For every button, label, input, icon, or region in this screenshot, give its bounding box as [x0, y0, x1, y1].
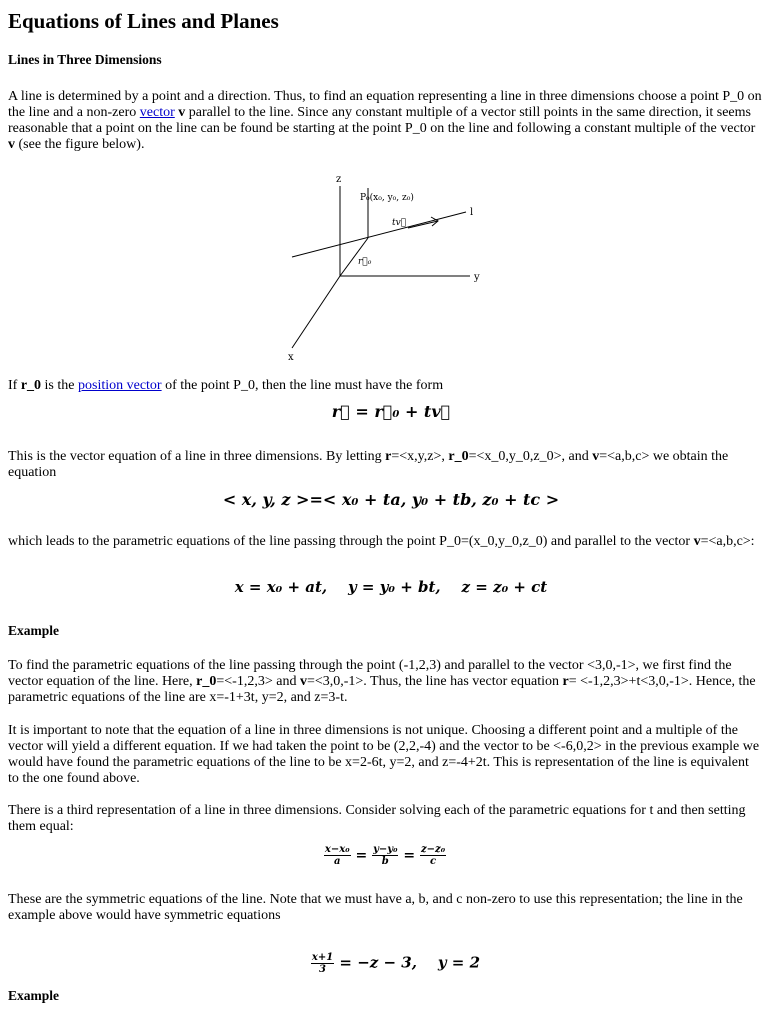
example-heading-2: Example — [8, 988, 60, 1003]
denominator: c — [429, 856, 437, 867]
z-label: z — [336, 174, 342, 185]
text: =<-1,2,3> and — [216, 674, 300, 689]
text: =<x_0,y_0,z_0>, and — [468, 449, 593, 464]
equals-sign: = — [355, 847, 368, 864]
denominator: 3 — [319, 964, 327, 975]
numerator: z−z₀ — [420, 844, 446, 855]
r0-label: r⃗₀ — [358, 257, 372, 267]
bold-v: v — [8, 137, 15, 152]
vector-link[interactable]: vector — [139, 105, 175, 120]
text: is the — [41, 378, 78, 393]
denominator: a — [334, 856, 341, 867]
p0-label: P₀(x₀, y₀, z₀) — [360, 193, 414, 203]
text: To find the parametric equations of the line passing through the point (-1,2,3) and parallel to the vector <3,0,-1>, we first find the vector equation of the line. Here, — [8, 658, 732, 689]
component-equation: < x, y, z >=< x₀ + ta, y₀ + tb, z₀ + tc > — [222, 490, 560, 509]
paragraph-third-representation: There is a third representation of a line in three dimensions. Consider solving each of the parametric equations for t and then setting them equal: — [8, 803, 746, 834]
example-heading-1: Example — [8, 623, 60, 638]
text: = <-1,2,3>+t<3,0,-1>. Hence, the parametric equations of the line are x=-1+3t, y=2, and z=3-t. — [8, 674, 756, 705]
paragraph-example-1 — [8, 658, 762, 706]
text: of the point P_0, then the line must have the form — [161, 378, 444, 393]
paragraph-vector-equation — [8, 449, 762, 481]
bold-v: v — [299, 674, 307, 689]
paragraph-intro — [8, 89, 762, 153]
bold-r: r — [385, 449, 392, 464]
numerator: y−y₀ — [373, 844, 398, 855]
bold-r0: r_0 — [448, 449, 469, 464]
paragraph-parametric-intro — [8, 534, 762, 550]
equals-sign: = — [403, 847, 416, 864]
equation-rest: = −z − 3, y = 2 — [334, 953, 481, 972]
bold-r0: r_0 — [196, 674, 217, 689]
line-figure — [8, 168, 762, 368]
numerator: x−x₀ — [324, 844, 350, 855]
paragraph-not-unique: It is important to note that the equation of a line in three dimensions is not unique. Choosing a different point and a multiple of the vector will yield a different equation. If we had taken the point to be (2,2,-4) and the vector to be <-6,0,2> in the previous example we would have found the parametric equations of the line to be x=2-6t, y=2, and z=-4+2t. This is representation of the line is equivalent to the one found above. — [8, 723, 760, 786]
text: If — [8, 378, 21, 393]
bold-v: v — [174, 105, 186, 120]
text: parallel to the line. Since any constant multiple of a vector still points in the same direction, it seems reasonable that a point on the line can be found be starting at the point P_0 on the line and following a constant multiple of the vector — [8, 105, 756, 136]
fraction-z — [420, 844, 446, 867]
text: =<a,b,c> we obtain the equation — [8, 449, 729, 480]
paragraph-position-vector — [8, 378, 762, 394]
denominator: b — [381, 856, 389, 867]
tv-label: tv⃗ — [392, 218, 407, 228]
vector-equation: r⃗ = r⃗₀ + tv⃗ — [331, 402, 451, 421]
text: A line is determined by a point and a direction. Thus, to find an equation representing a line in three dimensions choose a point P_0 on the line and a non-zero — [8, 89, 762, 120]
paragraph-symmetric: These are the symmetric equations of the line. Note that we must have a, b, and c non-zero to use this representation; the line in the example above would have symmetric equations — [8, 892, 743, 923]
y-label: y — [474, 272, 480, 283]
bold-v: v — [693, 534, 701, 549]
fraction-x-plus-1 — [311, 952, 334, 975]
fraction-y — [372, 844, 398, 867]
section-heading-lines: Lines in Three Dimensions — [8, 52, 162, 67]
text: which leads to the parametric equations of the line passing through the point P_0=(x_0,y_0,z_0) and parallel to the vector — [8, 534, 694, 549]
text: This is the vector equation of a line in three dimensions. By letting — [8, 449, 386, 464]
parametric-equations: x = x₀ + at, y = y₀ + bt, z = z₀ + ct — [234, 578, 548, 596]
symmetric-example-equation — [8, 936, 762, 991]
text: =<a,b,c>: — [700, 534, 755, 549]
text: =<3,0,-1>. Thus, the line has vector equation — [306, 674, 563, 689]
bold-v: v — [592, 449, 600, 464]
position-vector-link[interactable]: position vector — [78, 378, 162, 393]
line-l — [292, 212, 466, 257]
text: =<x,y,z>, — [391, 449, 449, 464]
symmetric-equations — [8, 844, 762, 867]
l-label: l — [470, 207, 474, 218]
x-label: x — [288, 352, 294, 363]
bold-r: r — [562, 674, 569, 689]
x-axis — [292, 276, 340, 348]
fraction-x — [324, 844, 351, 867]
page-title: Equations of Lines and Planes — [8, 9, 279, 33]
text: (see the figure below). — [15, 137, 145, 152]
numerator: x+1 — [311, 952, 334, 963]
bold-r0: r_0 — [20, 378, 42, 393]
